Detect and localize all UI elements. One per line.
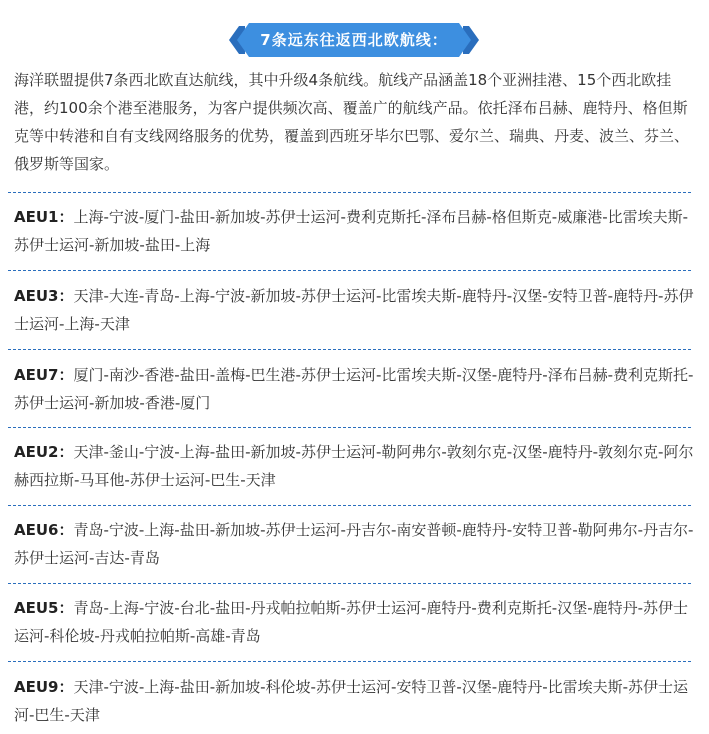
route-code: AEU3： [14, 287, 74, 305]
route-code: AEU7： [14, 366, 74, 384]
intro-paragraph: 海洋联盟提供7条西北欧直达航线，其中升级4条航线。航线产品涵盖18个亚洲挂港、15个西北欧挂港，约100余个港至港服务，为客户提供频次高、覆盖广的航线产品。依托泽布吕赫、鹿特丹、格但斯克等中转港和自有支线网络服务的优势，覆盖到西班牙毕尔巴鄂、爱尔兰、瑞典、丹麦、波兰、芬兰、俄罗斯等国家。 [14, 71, 690, 173]
section-banner [229, 23, 479, 57]
route-code: AEU6： [14, 521, 74, 539]
dashed-divider [8, 270, 691, 271]
route-code: AEU9： [14, 678, 74, 696]
dashed-divider [8, 349, 691, 350]
dashed-divider [8, 505, 691, 506]
route-aeu5 [14, 594, 697, 650]
route-aeu1 [14, 203, 697, 259]
section-header [0, 23, 709, 57]
banner-title: 7条远东往返西北欧航线： [260, 31, 448, 49]
route-aeu2 [14, 438, 697, 494]
route-ports: 天津-宁波-上海-盐田-新加坡-科伦坡-苏伊士运河-安特卫普-汉堡-鹿特丹-比雷埃夫斯-苏伊士运河-巴生-天津 [14, 678, 689, 724]
route-ports: 天津-大连-青岛-上海-宁波-新加坡-苏伊士运河-比雷埃夫斯-鹿特丹-汉堡-安特卫普-鹿特丹-苏伊士运河-上海-天津 [14, 287, 694, 333]
route-aeu7 [14, 361, 697, 417]
route-aeu9 [14, 673, 697, 729]
dashed-divider [8, 583, 691, 584]
route-aeu6 [14, 516, 697, 572]
route-code: AEU1： [14, 208, 74, 226]
dashed-divider [8, 661, 691, 662]
route-aeu3 [14, 282, 697, 338]
dashed-divider [8, 192, 691, 193]
route-code: AEU2： [14, 443, 74, 461]
route-ports: 青岛-宁波-上海-盐田-新加坡-苏伊士运河-丹吉尔-南安普顿-鹿特丹-安特卫普-勒阿弗尔-丹吉尔-苏伊士运河-吉达-青岛 [14, 521, 694, 567]
route-ports: 上海-宁波-厦门-盐田-新加坡-苏伊士运河-费利克斯托-泽布吕赫-格但斯克-威廉港-比雷埃夫斯-苏伊士运河-新加坡-盐田-上海 [14, 208, 689, 254]
dashed-divider [8, 427, 691, 428]
route-ports: 天津-釜山-宁波-上海-盐田-新加坡-苏伊士运河-勒阿弗尔-敦刻尔克-汉堡-鹿特丹-敦刻尔克-阿尔赫西拉斯-马耳他-苏伊士运河-巴生-天津 [14, 443, 694, 489]
route-ports: 厦门-南沙-香港-盐田-盖梅-巴生港-苏伊士运河-比雷埃夫斯-汉堡-鹿特丹-泽布吕赫-费利克斯托-苏伊士运河-新加坡-香港-厦门 [14, 366, 694, 412]
route-code: AEU5： [14, 599, 74, 617]
route-ports: 青岛-上海-宁波-台北-盐田-丹戎帕拉帕斯-苏伊士运河-鹿特丹-费利克斯托-汉堡-鹿特丹-苏伊士运河-科伦坡-丹戎帕拉帕斯-高雄-青岛 [14, 599, 689, 645]
